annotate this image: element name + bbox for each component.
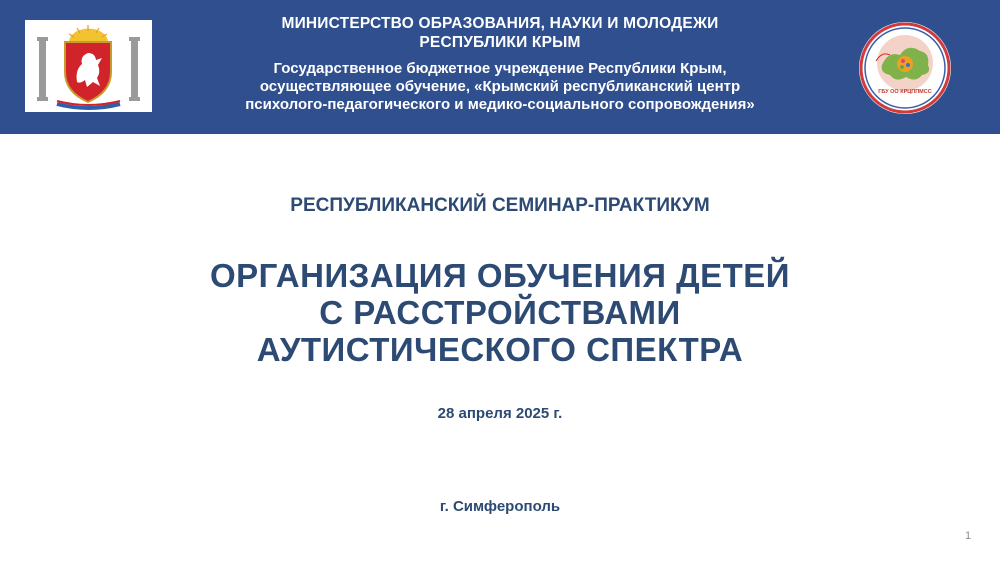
institution-line-1: Государственное бюджетное учреждение Республики Крым, — [273, 60, 727, 77]
institution-line-2: осуществляющее обучение, «Крымский республиканский центр — [259, 78, 741, 95]
title-line-2: С РАССТРОЙСТВАМИ — [319, 294, 681, 331]
event-date: 28 апреля 2025 г. — [437, 405, 563, 422]
title-line-3: АУТИСТИЧЕСКОГО СПЕКТРА — [256, 331, 744, 368]
header-banner — [0, 0, 1000, 134]
page-number: 1 — [965, 530, 972, 542]
crimea-coat-of-arms-icon — [25, 20, 152, 112]
slide-content — [0, 134, 1000, 562]
emblem-caption: ГБУ ОО КРЦППМСС — [878, 89, 932, 95]
event-city: г. Симферополь — [439, 498, 561, 515]
center-emblem-icon — [858, 21, 952, 115]
ministry-name — [170, 14, 830, 52]
institution-name — [170, 60, 830, 114]
ministry-line-2: РЕСПУБЛИКИ КРЫМ — [419, 34, 581, 51]
seminar-label: РЕСПУБЛИКАНСКИЙ СЕМИНАР-ПРАКТИКУМ — [290, 195, 710, 216]
title-line-1: ОРГАНИЗАЦИЯ ОБУЧЕНИЯ ДЕТЕЙ — [209, 257, 791, 294]
slide-title — [0, 257, 1000, 368]
institution-line-3: психолого-педагогического и медико-социального сопровождения» — [245, 96, 755, 113]
header-text — [170, 0, 830, 114]
ministry-line-1: МИНИСТЕРСТВО ОБРАЗОВАНИЯ, НАУКИ И МОЛОДЕЖИ — [281, 15, 719, 32]
center-emblem-logo — [858, 21, 952, 115]
coat-of-arms-logo — [25, 20, 152, 112]
